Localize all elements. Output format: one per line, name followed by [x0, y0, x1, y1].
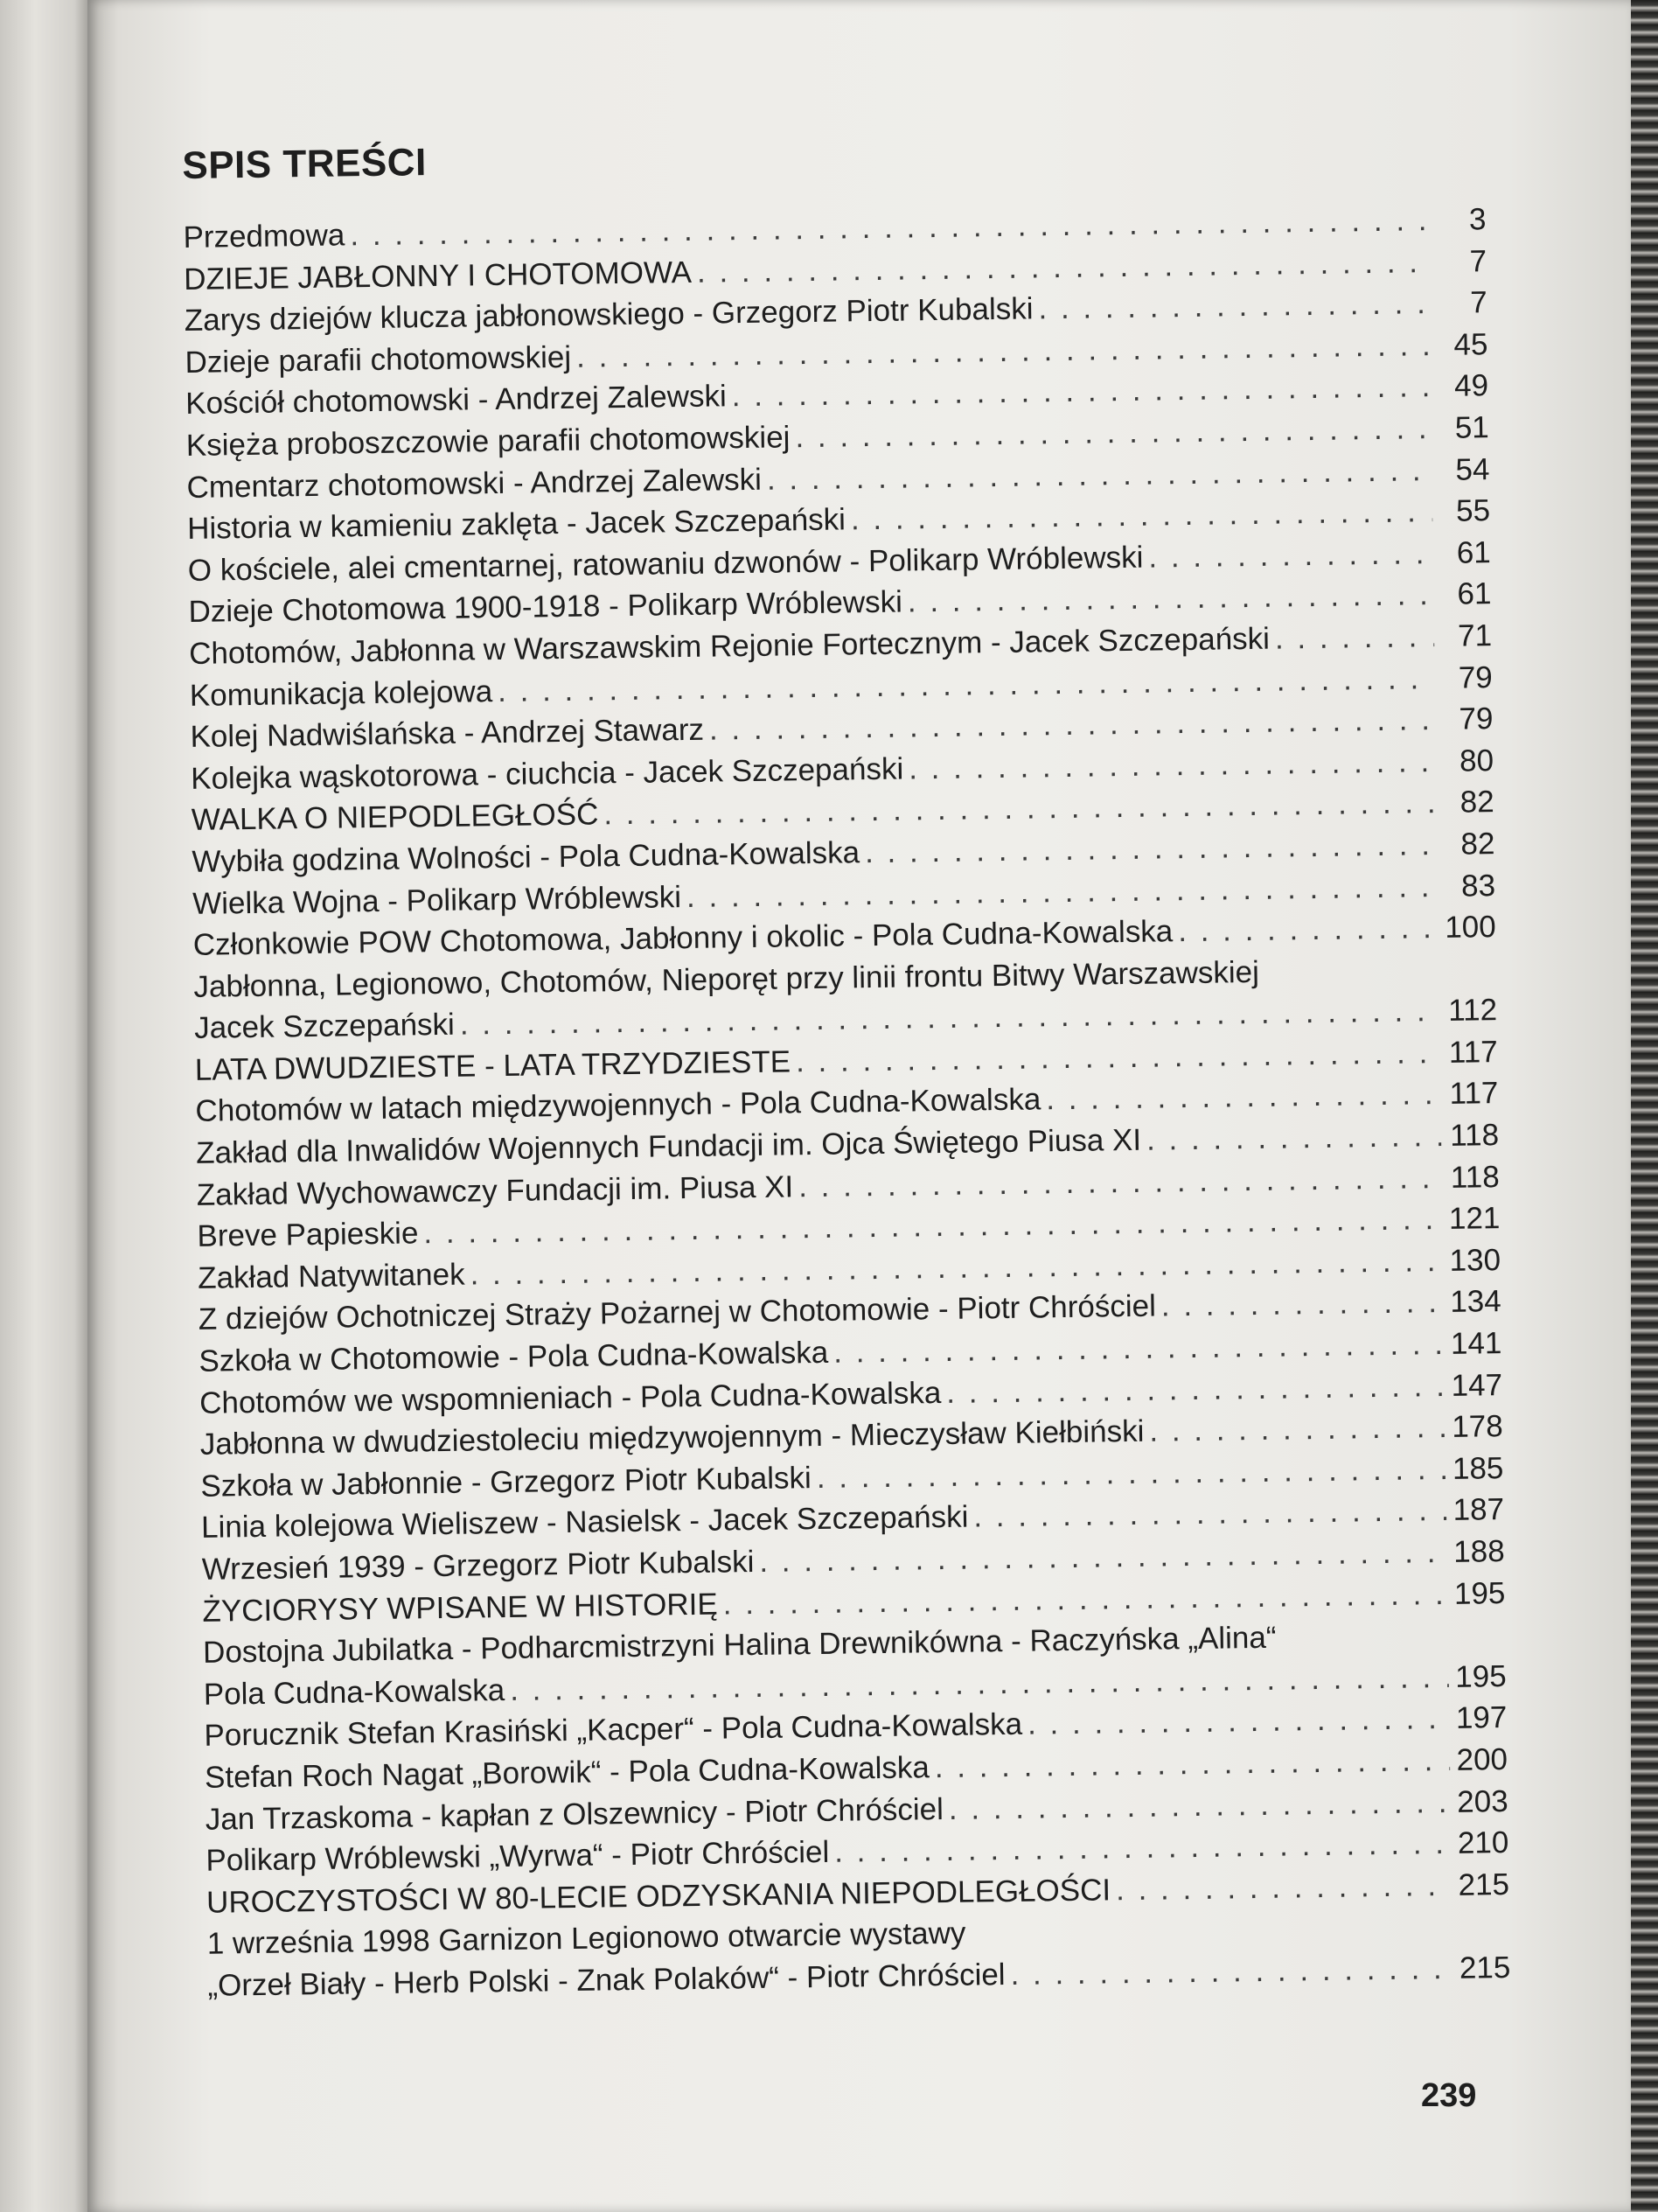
- toc-entry-page: 118: [1449, 1118, 1500, 1153]
- toc-entry-page: 83: [1460, 868, 1496, 904]
- toc-entry-title: Zakład dla Inwalidów Wojennych Fundacji im. Ojca Świętego Piusa XI: [195, 1122, 1142, 1170]
- toc-entry-title: 1 września 1998 Garnizon Legionowo otwarcie wystawy: [206, 1916, 966, 1962]
- toc-entry-title: Szkoła w Chotomowie - Pola Cudna-Kowalska: [199, 1335, 829, 1378]
- toc-entry-title: Kościół chotomowski - Andrzej Zalewski: [185, 379, 727, 422]
- dot-leader: [1275, 616, 1435, 659]
- toc-entry-page: 215: [1458, 1867, 1510, 1902]
- toc-entry-page: 80: [1459, 743, 1494, 778]
- toc-entry-page: 3: [1468, 202, 1487, 237]
- toc-entry-title: Breve Papieskie: [197, 1216, 419, 1254]
- toc-entry-title: Chotomów we wspomnieniach - Pola Cudna-Kowalska: [199, 1375, 942, 1420]
- dot-leader: [934, 1740, 1450, 1789]
- toc-content: [182, 122, 1511, 2006]
- toc-entry-title: Komunikacja kolejowa: [189, 673, 493, 713]
- dot-leader: [949, 1781, 1451, 1830]
- toc-entry-page: 71: [1457, 618, 1493, 653]
- toc-entry-page: 55: [1455, 493, 1491, 528]
- dot-leader: [908, 574, 1434, 623]
- toc-entry-title: DZIEJE JABŁONNY I CHOTOMOWA: [183, 255, 693, 297]
- toc-entry-page: 195: [1453, 1575, 1506, 1611]
- toc-entry-title: Z dziejów Ochotniczej Straży Pożarnej w Chotomowie - Piotr Chróściel: [198, 1289, 1157, 1337]
- dot-leader: [909, 741, 1437, 790]
- toc-entry-title: Zakład Natywitanek: [197, 1257, 465, 1295]
- toc-entry-title: Szkoła w Jabłonnie - Grzegorz Piotr Kubalski: [200, 1460, 812, 1504]
- toc-entry-title: LATA DWUDZIESTE - LATA TRZYDZIESTE: [194, 1044, 791, 1087]
- toc-entry-title: Wrzesień 1939 - Grzegorz Piotr Kubalski: [201, 1545, 755, 1587]
- toc-entry-page: 187: [1452, 1492, 1505, 1528]
- toc-entry-page: 51: [1454, 410, 1490, 445]
- toc-entry-title: UROCZYSTOŚCI W 80-LECIE ODZYSKANIA NIEPODLEGŁOŚCI: [206, 1873, 1111, 1920]
- toc-entry-page: 45: [1453, 326, 1488, 362]
- toc-entry-title: Cmentarz chotomowski - Andrzej Zalewski: [186, 462, 763, 505]
- toc-entry-title: O kościele, alei cmentarnej, ratowaniu dzwonów - Polikarp Wróblewski: [187, 540, 1144, 588]
- dot-leader: [1178, 907, 1439, 952]
- toc-entry-title: Jan Trzaskoma - kapłan z Olszewnicy - Piotr Chróściel: [205, 1791, 944, 1837]
- page-number: 239: [1421, 2077, 1477, 2114]
- toc-entry-page: 121: [1448, 1201, 1501, 1237]
- dot-leader: [1116, 1865, 1452, 1911]
- toc-entry-title: Zakład Wychowawczy Fundacji im. Piusa XI: [196, 1169, 794, 1212]
- toc-entry-page: 79: [1459, 701, 1494, 736]
- toc-entry-title: Jabłonna, Legionowo, Chotomów, Nieporęt przy linii frontu Bitwy Warszawskiej: [193, 954, 1260, 1004]
- toc-entry-page: 141: [1450, 1326, 1502, 1361]
- dot-leader: [946, 1365, 1445, 1414]
- toc-entry-title: WALKA O NIEPODLEGŁOŚĆ: [191, 797, 599, 838]
- toc-entry-page: 79: [1458, 659, 1493, 695]
- toc-entry-title: Stefan Roch Nagat „Borowik“ - Pola Cudna-Kowalska: [204, 1750, 930, 1795]
- facing-page-edge: [0, 0, 87, 2212]
- toc-entry-title: Dostojna Jubilatka - Podharcmistrzyni Halina Drewnikówna - Raczyńska „Alina“: [202, 1620, 1277, 1671]
- toc-entry-title: Porucznik Stefan Krasiński „Kacper“ - Pola Cudna-Kowalska: [204, 1707, 1023, 1754]
- toc-entry-page: 61: [1457, 576, 1492, 612]
- toc-entry-page: 203: [1456, 1783, 1508, 1819]
- toc-entry-title: „Orzeł Biały - Herb Polski - Znak Polaków“ - Piotr Chróściel: [207, 1957, 1006, 2003]
- toc-entry-title: Chotomów, Jabłonna w Warszawskim Rejonie Fortecznym - Jacek Szczepański: [188, 621, 1271, 671]
- toc-entry-title: Jacek Szczepański: [193, 1008, 456, 1046]
- toc-entry-title: Członkowie POW Chotomowa, Jabłonny i okolic - Pola Cudna-Kowalska: [192, 914, 1174, 963]
- toc-entry-page: 185: [1452, 1450, 1504, 1486]
- toc-entry-page: 54: [1455, 451, 1490, 487]
- toc-entry-page: 210: [1457, 1825, 1509, 1860]
- dot-leader: [1146, 1115, 1442, 1161]
- toc-entry-title: Zarys dziejów klucza jabłonowskiego - Grzegorz Piotr Kubalski: [184, 291, 1034, 338]
- toc-entry-page: 200: [1456, 1741, 1508, 1777]
- dot-leader: [1028, 1698, 1450, 1745]
- toc-entry-page: 117: [1448, 1034, 1498, 1070]
- toc-entry-page: 7: [1469, 243, 1487, 279]
- toc-entry-page: 195: [1454, 1658, 1507, 1694]
- dot-leader: [1161, 1281, 1445, 1327]
- toc-entry-page: 82: [1460, 827, 1495, 862]
- toc-entry-title: Wybiła godzina Wolności - Pola Cudna-Kowalska: [192, 835, 860, 879]
- toc-entry-title: Historia w kamieniu zaklęta - Jacek Szczepański: [186, 502, 846, 547]
- toc-entry-page: 130: [1449, 1242, 1501, 1278]
- dot-leader: [1149, 1406, 1446, 1452]
- toc-entry-title: Pola Cudna-Kowalska: [203, 1672, 505, 1712]
- toc-entry-title: Polikarp Wróblewski „Wyrwa“ - Piotr Chróściel: [206, 1835, 830, 1878]
- toc-entry-title: ŻYCIORYSY WPISANE W HISTORIĘ: [202, 1587, 718, 1629]
- toc-entry-title: Chotomów w latach międzywojennych - Pola Cudna-Kowalska: [195, 1082, 1041, 1129]
- page-title: SPIS TREŚCI: [182, 141, 428, 187]
- toc-entry-title: Linia kolejowa Wieliszew - Nasielsk - Jacek Szczepański: [200, 1500, 969, 1546]
- toc-entry-page: 134: [1450, 1284, 1501, 1320]
- toc-entry-page: 61: [1456, 534, 1491, 570]
- dot-leader: [1010, 1948, 1452, 1996]
- dot-leader: [1148, 533, 1433, 578]
- toc-entry-page: 197: [1455, 1700, 1508, 1736]
- toc-entry-title: Przedmowa: [183, 218, 345, 255]
- toc-entry-page: 188: [1453, 1534, 1505, 1569]
- toc-entry-page: 117: [1449, 1076, 1499, 1112]
- toc-list: [183, 199, 1510, 2006]
- toc-entry-title: Wielka Wojna - Polikarp Wróblewski: [192, 879, 682, 921]
- dot-leader: [1046, 1073, 1441, 1120]
- dot-leader: [973, 1490, 1446, 1538]
- toc-entry-page: 147: [1451, 1367, 1503, 1403]
- toc-entry-page: 178: [1452, 1409, 1503, 1445]
- toc-entry-title: Jabłonna w dwudziestoleciu międzywojennym - Mieczysław Kiełbiński: [199, 1414, 1145, 1462]
- toc-entry-page: 215: [1459, 1950, 1511, 1985]
- toc-entry-page: 7: [1470, 285, 1488, 320]
- toc-entry-page: 82: [1459, 785, 1494, 820]
- toc-entry-title: Dzieje Chotomowa 1900-1918 - Polikarp Wróblewski: [188, 584, 903, 630]
- toc-entry-page: 100: [1445, 910, 1496, 946]
- toc-entry-title: Księża proboszczowie parafii chotomowskiej: [185, 420, 791, 463]
- toc-entry-page: 118: [1450, 1159, 1500, 1195]
- dot-leader: [1038, 283, 1430, 330]
- toc-entry-title: Kolej Nadwiślańska - Andrzej Stawarz: [190, 712, 705, 755]
- toc-entry-page: 49: [1453, 368, 1489, 404]
- toc-entry-page: 112: [1447, 993, 1498, 1029]
- toc-entry-title: Dzieje parafii chotomowskiej: [185, 339, 572, 380]
- background-edge: [1631, 0, 1658, 2212]
- toc-entry-title: Kolejka wąskotorowa - ciuchcia - Jacek Szczepański: [190, 751, 904, 796]
